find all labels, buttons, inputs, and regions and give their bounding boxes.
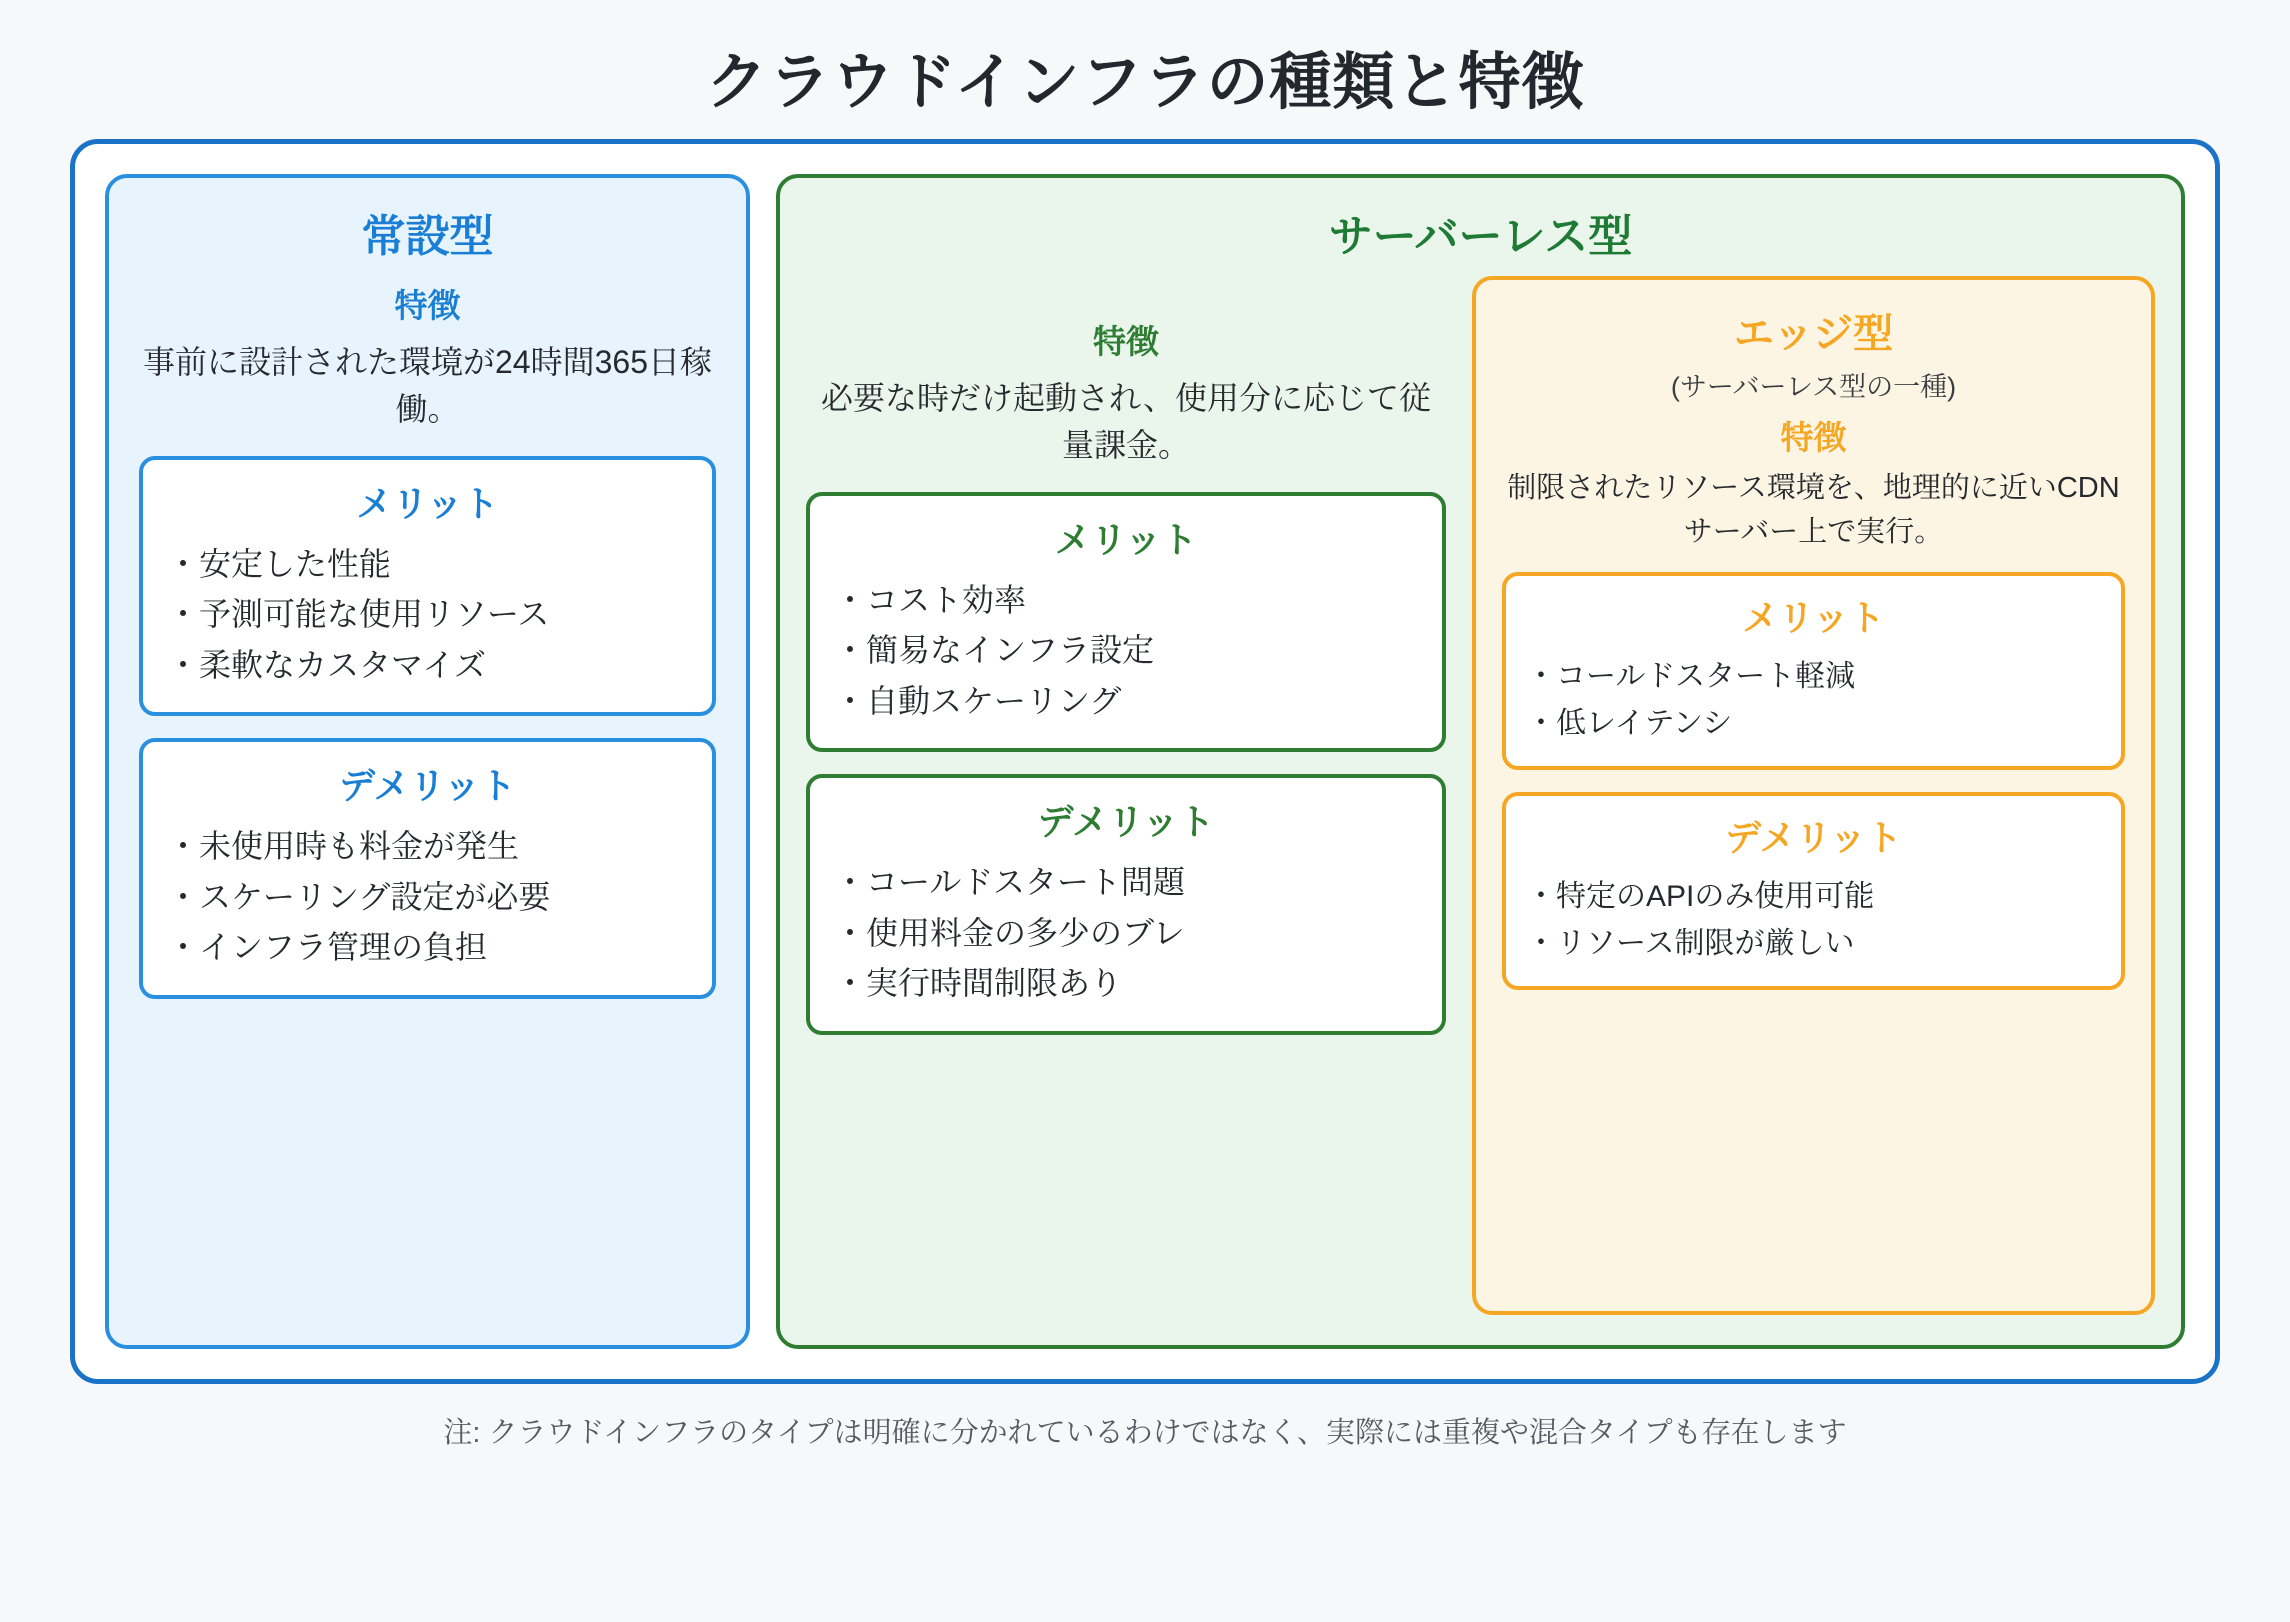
list-item: ・ リソース制限が厳しい (1526, 920, 2101, 967)
edge-merit-card (1502, 572, 2125, 770)
list-item: ・ 簡易なインフラ設定 (834, 625, 1418, 676)
serverless-merit-card (806, 492, 1446, 753)
column-persistent (105, 174, 750, 1349)
list-item: ・ 特定のAPIのみ使用可能 (1526, 873, 2101, 920)
edge-subtitle: (サーバーレス型の一種) (1670, 372, 1957, 402)
list-item: ・ 使用料金の多少のブレ (834, 908, 1418, 959)
persistent-demerit-card (139, 738, 716, 999)
persistent-feature-text: 事前に設計された環境が24時間365日稼働。 (143, 344, 712, 428)
edge-merit-label: メリット (1742, 597, 1885, 638)
edge-feature-text: 制限されたリソース環境を、地理的に近いCDNサーバー上で実行。 (1507, 472, 2120, 548)
edge-merit-list (1526, 653, 2101, 748)
list-item: ・ コールドスタート問題 (834, 857, 1418, 908)
persistent-demerit-list (167, 821, 688, 973)
serverless-merit-label: メリット (1054, 518, 1198, 560)
list-item: ・ 未使用時も料金が発生 (167, 821, 688, 872)
serverless-feature-text: 必要な時だけ起動され、使用分に応じて従量課金。 (821, 380, 1431, 464)
list-item: ・ 予測可能な使用リソース (167, 589, 688, 640)
list-item: ・ コスト効率 (834, 575, 1418, 626)
serverless-demerit-list (834, 857, 1418, 1009)
list-item: ・ 実行時間制限あり (834, 958, 1418, 1009)
serverless-title: サーバーレス型 (1328, 212, 1633, 261)
serverless-demerit-card (806, 774, 1446, 1035)
list-item: ・ コールドスタート軽減 (1526, 653, 2101, 700)
persistent-demerit-label: デメリット (338, 765, 517, 807)
edge-demerit-label: デメリット (1724, 816, 1903, 858)
serverless-feature-label: 特徴 (1093, 323, 1159, 360)
serverless-main-column (806, 276, 1446, 1315)
serverless-merit-list (834, 575, 1418, 727)
list-item: ・ インフラ管理の負担 (167, 922, 688, 973)
persistent-feature-label: 特徴 (394, 287, 461, 324)
list-item: ・ 柔軟なカスタマイズ (167, 640, 688, 691)
edge-demerit-card (1502, 792, 2125, 990)
list-item: ・ 低レイテンシ (1526, 700, 2101, 747)
serverless-demerit-label: デメリット (1037, 801, 1215, 843)
column-serverless (776, 174, 2185, 1349)
list-item: ・ スケーリング設定が必要 (167, 872, 688, 923)
edge-title: エッジ型 (1733, 312, 1894, 356)
footnote: 注: クラウドインフラのタイプは明確に分かれているわけではなく、実際には重複や混合タイプも存在します (443, 1417, 1847, 1449)
list-item: ・ 自動スケーリング (834, 676, 1418, 727)
edge-subsection (1472, 276, 2155, 1315)
persistent-merit-label: メリット (356, 482, 499, 524)
persistent-merit-card (139, 456, 716, 717)
list-item: ・ 安定した性能 (167, 539, 688, 590)
edge-feature-label: 特徴 (1780, 419, 1847, 456)
persistent-title: 常設型 (361, 212, 494, 261)
serverless-body (806, 276, 2155, 1315)
persistent-merit-list (167, 539, 688, 691)
edge-demerit-list (1526, 873, 2101, 968)
diagram-outer-container (70, 139, 2220, 1384)
page-title: クラウドインフラの種類と特徴 (705, 48, 1585, 117)
